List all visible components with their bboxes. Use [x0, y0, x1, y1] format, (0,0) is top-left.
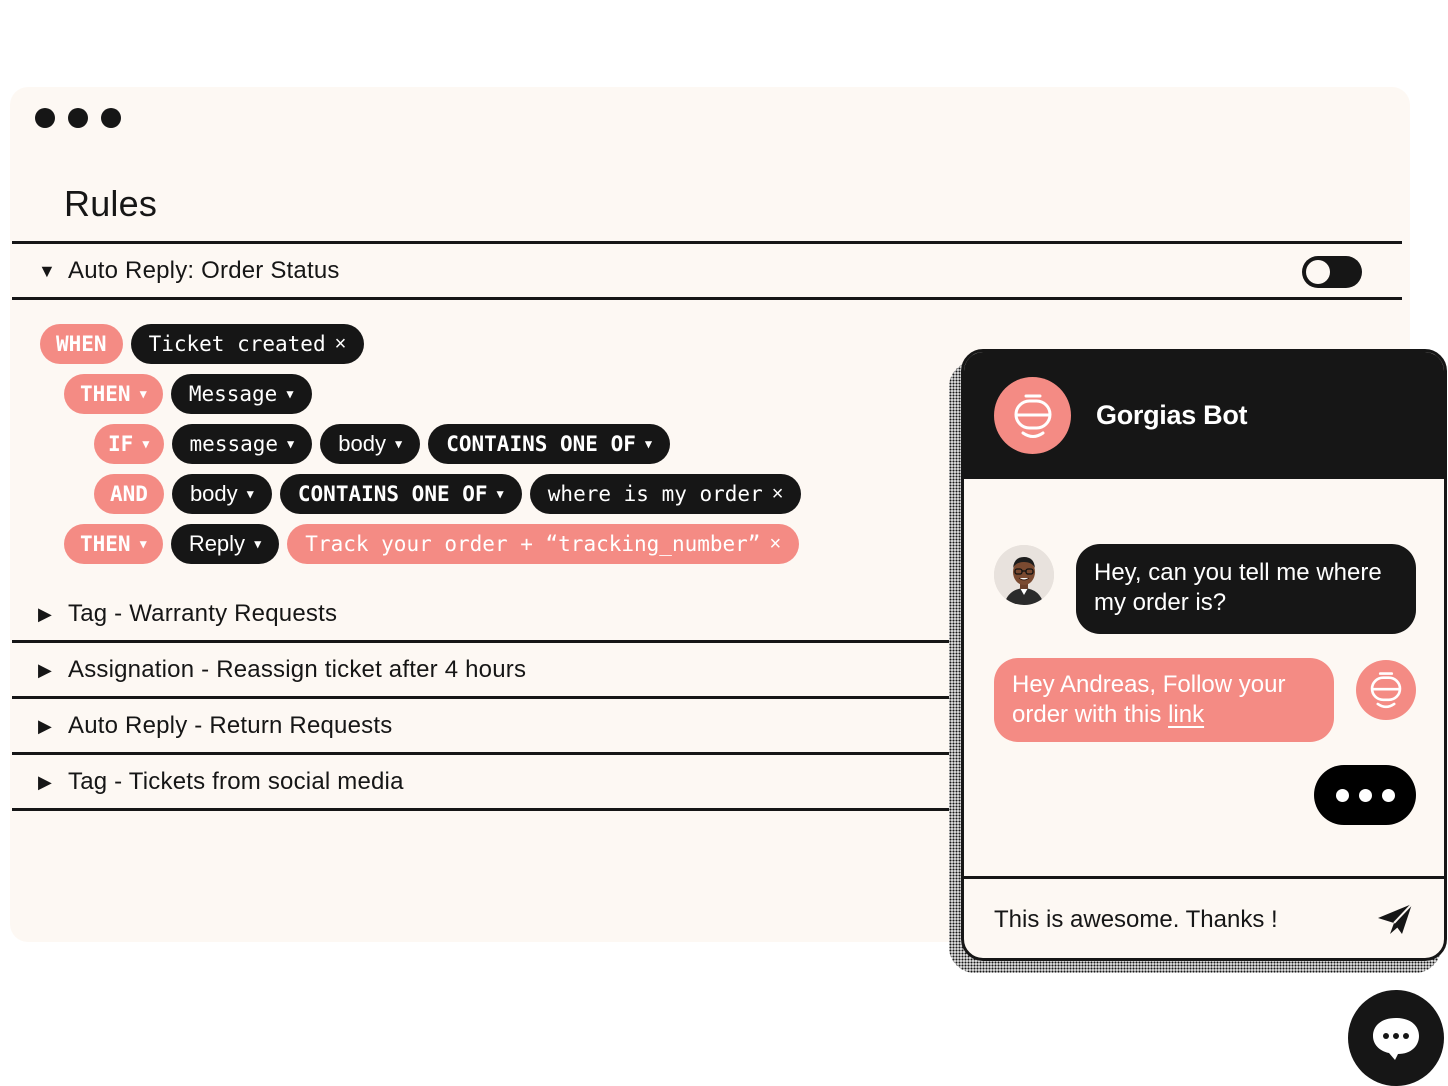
- and-operator-label: CONTAINS ONE OF: [297, 482, 488, 506]
- if-field-dropdown[interactable]: [172, 424, 313, 464]
- dropdown-arrow-icon: ▼: [496, 487, 504, 501]
- window-controls: [35, 108, 121, 128]
- and-value-pill[interactable]: [530, 474, 802, 514]
- caret-right-icon[interactable]: ▶: [38, 659, 52, 680]
- dropdown-arrow-icon: ▼: [644, 437, 653, 451]
- rule-label: Auto Reply: Order Status: [68, 256, 340, 284]
- then-keyword-label: THEN: [80, 532, 131, 556]
- rule-row-auto-reply-order-status[interactable]: [12, 241, 1402, 300]
- bot-message-bubble: [994, 658, 1334, 742]
- dropdown-arrow-icon: ▼: [246, 487, 254, 501]
- typing-indicator: [1314, 765, 1416, 825]
- if-operator-dropdown[interactable]: [428, 424, 670, 464]
- action-dropdown[interactable]: [171, 374, 312, 414]
- reply-value-label: Track your order + “tracking_number”: [305, 532, 761, 556]
- if-keyword-dropdown[interactable]: [94, 424, 164, 464]
- if-line: [94, 424, 670, 464]
- then-keyword-dropdown[interactable]: [64, 374, 163, 414]
- then-keyword-label: THEN: [80, 382, 131, 406]
- bot-logo-icon: [994, 377, 1071, 454]
- bot-name: Gorgias Bot: [1096, 400, 1248, 430]
- chat-widget: [961, 349, 1447, 961]
- trigger-label: Ticket created: [148, 332, 326, 356]
- bot-avatar-icon: [1356, 660, 1416, 720]
- rule-label: Tag - Warranty Requests: [68, 599, 338, 627]
- chat-input-text[interactable]: This is awesome. Thanks !: [994, 906, 1278, 933]
- caret-down-icon[interactable]: ▼: [38, 260, 56, 281]
- if-field-label: message: [189, 432, 279, 456]
- then-keyword-dropdown[interactable]: [64, 524, 163, 564]
- typing-dot: [1359, 789, 1372, 802]
- caret-right-icon[interactable]: ▶: [38, 603, 52, 624]
- chat-launcher-icon: [1369, 1014, 1423, 1062]
- dropdown-arrow-icon: ▼: [139, 387, 147, 401]
- if-operator-label: CONTAINS ONE OF: [446, 432, 636, 456]
- and-line: [94, 474, 801, 514]
- user-avatar: [994, 545, 1054, 605]
- bot-message-text: Hey Andreas, Follow your order with this: [1012, 671, 1286, 728]
- and-value-label: where is my order: [547, 482, 763, 506]
- page-title: Rules: [64, 183, 158, 224]
- trigger-pill[interactable]: [131, 324, 365, 364]
- when-line: [40, 324, 364, 364]
- remove-icon[interactable]: ×: [769, 532, 782, 555]
- chat-input[interactable]: [964, 876, 1444, 961]
- caret-right-icon[interactable]: ▶: [38, 771, 52, 792]
- user-message-bubble: [1076, 544, 1416, 634]
- remove-icon[interactable]: ×: [771, 482, 784, 505]
- user-message-text: Hey, can you tell me where my order is?: [1094, 559, 1382, 616]
- send-icon[interactable]: [1376, 902, 1414, 941]
- when-keyword: [40, 324, 123, 364]
- and-field-dropdown[interactable]: [172, 474, 272, 514]
- and-operator-dropdown[interactable]: [280, 474, 522, 514]
- and-keyword[interactable]: [94, 474, 164, 514]
- reply-action-label: Reply: [188, 531, 246, 556]
- reply-value-pill[interactable]: [287, 524, 799, 564]
- and-keyword-label: AND: [110, 482, 148, 506]
- rule-enabled-toggle[interactable]: [1302, 256, 1362, 288]
- chat-header: [964, 352, 1444, 479]
- typing-dot: [1336, 789, 1349, 802]
- close-dot[interactable]: [35, 108, 55, 128]
- and-field-label: body: [189, 481, 238, 506]
- then-line-1: [64, 374, 312, 414]
- dropdown-arrow-icon: ▼: [286, 387, 294, 401]
- remove-icon[interactable]: ×: [334, 332, 347, 355]
- dropdown-arrow-icon: ▼: [287, 437, 295, 451]
- dropdown-arrow-icon: ▼: [254, 537, 262, 551]
- typing-dot: [1382, 789, 1395, 802]
- if-subfield-label: body: [338, 431, 386, 456]
- dropdown-arrow-icon: ▼: [139, 537, 147, 551]
- reply-action-dropdown[interactable]: [171, 524, 279, 564]
- when-keyword-label: WHEN: [56, 332, 107, 356]
- maximize-dot[interactable]: [101, 108, 121, 128]
- if-subfield-dropdown[interactable]: [320, 424, 420, 464]
- toggle-knob: [1306, 260, 1330, 284]
- action-label: Message: [188, 382, 278, 406]
- if-keyword-label: IF: [108, 432, 134, 456]
- rule-label: Tag - Tickets from social media: [68, 767, 404, 795]
- dropdown-arrow-icon: ▼: [395, 437, 403, 451]
- rule-label: Auto Reply - Return Requests: [68, 711, 393, 739]
- rule-label: Assignation - Reassign ticket after 4 hours: [68, 655, 527, 683]
- minimize-dot[interactable]: [68, 108, 88, 128]
- chat-launcher-button[interactable]: [1348, 990, 1444, 1086]
- dropdown-arrow-icon: ▼: [142, 437, 150, 451]
- caret-right-icon[interactable]: ▶: [38, 715, 52, 736]
- tracking-link[interactable]: link: [1168, 701, 1205, 728]
- then-line-2: [64, 524, 799, 564]
